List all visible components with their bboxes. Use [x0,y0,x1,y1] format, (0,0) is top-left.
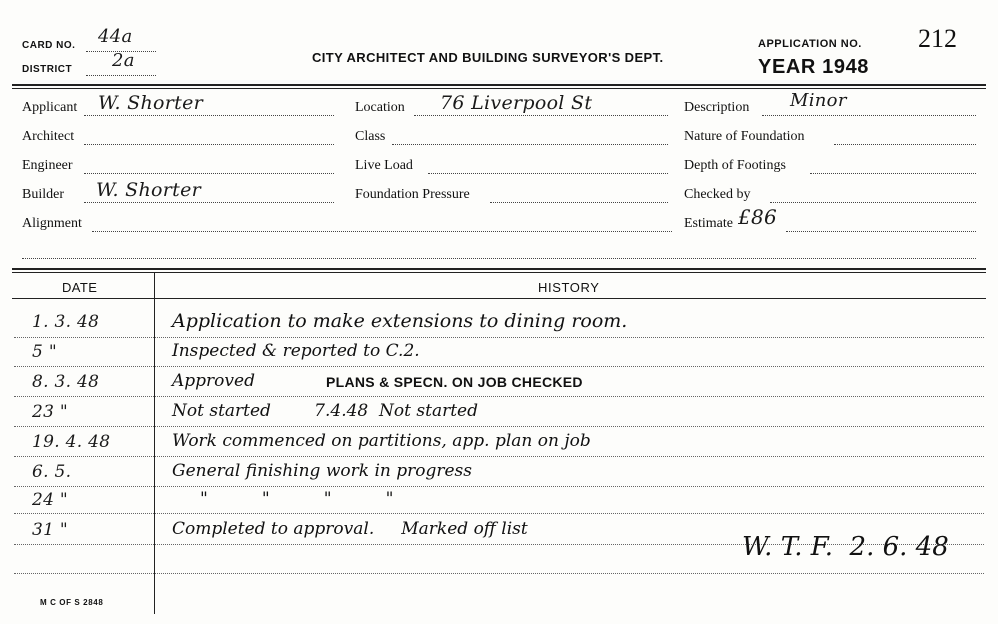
history-column-header: HISTORY [538,280,600,295]
history-text: Inspected & reported to C.2. [172,341,420,361]
district-dots [86,75,156,76]
builder-label: Builder [22,187,64,202]
card-no-label: CARD NO. [22,40,76,51]
history-date: 6. 5. [32,462,72,482]
estimate-dots [786,231,976,232]
row-dots [14,573,984,574]
location-value: 76 Liverpool St [440,92,593,114]
table-top-rule-thin [12,272,986,273]
class-label: Class [355,129,386,144]
nature-of-foundation-label: Nature of Foundation [684,129,805,144]
builder-value: W. Shorter [96,179,202,201]
row-dots [14,456,984,457]
row-dots [14,337,984,338]
architect-label: Architect [22,129,75,144]
date-divider [154,272,155,614]
applicant-dots [84,115,334,116]
history-text: " " " " [200,489,394,509]
row-dots [14,366,984,367]
signature: W. T. F. 2. 6. 48 [742,532,949,562]
table-top-rule [12,268,986,270]
applicant-value: W. Shorter [98,92,204,114]
history-text: General finishing work in progress [172,461,472,481]
year-label: YEAR 1948 [758,56,870,78]
architect-dots [84,144,334,145]
engineer-dots [84,173,334,174]
depth-dots [810,173,976,174]
history-text: Application to make extensions to dining room. [172,310,628,332]
description-label: Description [684,100,750,115]
date-column-header: DATE [62,280,98,295]
engineer-label: Engineer [22,158,73,173]
footer-code: M C OF S 2848 [40,598,104,607]
alignment-label: Alignment [22,216,82,231]
checked-dots [770,202,976,203]
row-dots [14,486,984,487]
history-text: Work commenced on partitions, app. plan on job [172,431,591,451]
history-text: Not started 7.4.48 Not started [172,401,478,421]
header-underline [12,298,986,299]
history-date: 8. 3. 48 [32,372,100,392]
builder-dots [84,202,334,203]
history-date: 24 " [32,490,69,510]
estimate-value: £86 [738,205,778,229]
history-text: Approved [172,371,255,391]
district-label: DISTRICT [22,64,73,75]
live-load-label: Live Load [355,158,413,173]
application-no-label: APPLICATION NO. [758,38,862,50]
district-value: 2a [112,50,135,71]
application-no: 212 [918,24,957,53]
plans-checked-stamp: PLANS & SPECN. ON JOB CHECKED [326,374,583,390]
dept-title: CITY ARCHITECT AND BUILDING SURVEYOR'S DEPT. [312,50,664,65]
history-date: 23 " [32,402,69,422]
foundation-pressure-dots [490,202,668,203]
description-dots [762,115,976,116]
live-load-dots [428,173,668,174]
row-dots [14,513,984,514]
foundation-pressure-label: Foundation Pressure [355,187,470,202]
row-dots [14,396,984,397]
header-rule-thin [12,88,986,89]
history-date: 31 " [32,520,69,540]
location-label: Location [355,100,405,115]
description-value: Minor [790,90,847,111]
history-text: Completed to approval. Marked off list [172,519,528,539]
history-date: 5 " [32,342,57,362]
row-dots [14,426,984,427]
alignment-dots [92,231,672,232]
history-date: 1. 3. 48 [32,312,100,332]
estimate-label: Estimate [684,216,733,231]
location-dots [414,115,668,116]
card-no-value: 44a [98,26,133,47]
nature-dots [834,144,976,145]
applicant-label: Applicant [22,100,78,115]
extra-dots-line [22,258,976,259]
class-dots [392,144,668,145]
checked-by-label: Checked by [684,187,751,202]
history-date: 19. 4. 48 [32,432,111,452]
header-rule [12,84,986,86]
depth-of-footings-label: Depth of Footings [684,158,786,173]
